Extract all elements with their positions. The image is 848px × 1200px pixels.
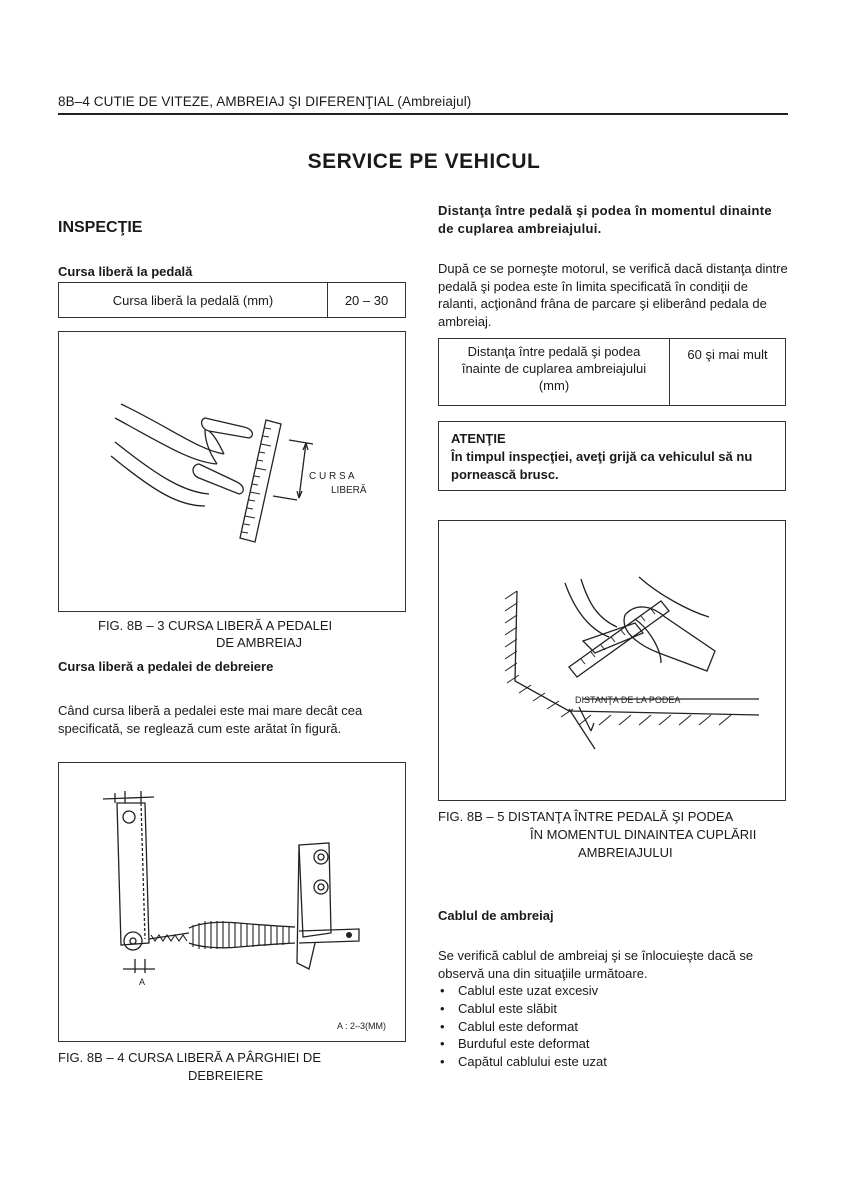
fig4-caption-1: FIG. 8B – 4 CURSA LIBERĂ A PÂRGHIEI DE (58, 1050, 321, 1065)
pedal-floor-distance-illustration (439, 521, 785, 800)
fig5-caption-1: FIG. 8B – 5 DISTANŢA ÎNTRE PEDALĂ ŞI PODEA (438, 809, 734, 824)
distance-spec-value: 60 şi mai mult (670, 339, 786, 406)
fig3-caption-2: DE AMBREIAJ (216, 635, 302, 650)
release-heading: Cursa liberă a pedalei de debreiere (58, 659, 274, 674)
pedal-play-spec-table (58, 282, 406, 318)
floor-distance-label: DISTANŢA DE LA PODEA (575, 695, 681, 705)
page-title: SERVICE PE VEHICUL (307, 150, 541, 173)
dimension-a-label: A (139, 977, 146, 987)
pedal-free-play-illustration (59, 332, 405, 611)
attention-box (438, 421, 786, 491)
attention-title: ATENŢIE (451, 431, 506, 446)
list-item: • Cablul este slăbit (438, 1000, 778, 1018)
free-play-label-1: C U R S A (309, 471, 355, 482)
release-text: Când cursa liberă a pedalei este mai mare decât cea specificată, se reglează cum este arătat în figură. (58, 703, 363, 736)
distance-spec-label-3: (mm) (538, 378, 570, 393)
header-rule (58, 113, 788, 115)
fig4-caption-2: DEBREIERE (188, 1068, 264, 1083)
list-item: • Cablul este deformat (438, 1018, 778, 1036)
figure-8b-5 (438, 520, 786, 801)
attention-text: În timpul inspecţiei, aveţi grijă ca vehiculul să nu pornească brusc. (451, 449, 753, 482)
running-header: 8B–4 CUTIE DE VITEZE, AMBREIAJ ŞI DIFERENŢIAL (Ambreiajul) (58, 94, 472, 109)
fig5-caption-2: ÎN MOMENTUL DINAINTEA CUPLĂRII (530, 827, 757, 842)
cable-heading: Cablul de ambreiaj (438, 908, 554, 923)
spec-value: 20 – 30 (328, 283, 406, 318)
distance-spec-label-2: înainte de cuplarea ambreiajului (461, 361, 647, 376)
distance-spec-label (439, 339, 670, 406)
distance-spec-label-1: Distanţa între pedală şi podea (467, 344, 641, 359)
distance-text: După ce se porneşte motorul, se verifică dacă distanţa dintre pedală şi podea este în limita specificată în condiţii de ralanti, acţionând frâna de parcare şi eliberând pedala de ambreiaj. (438, 261, 788, 329)
list-item: • Burduful este deformat (438, 1035, 778, 1053)
distance-spec-table (438, 338, 786, 406)
fig3-caption-1: FIG. 8B – 3 CURSA LIBERĂ A PEDALEI (98, 618, 333, 633)
pedal-play-heading: Cursa liberă la pedală (58, 264, 193, 279)
dimension-note: A : 2–3(MM) (337, 1021, 387, 1031)
section-heading-inspection: INSPECŢIE (58, 219, 143, 236)
free-play-label-2: LIBERĂ (331, 485, 367, 496)
list-item: • Cablul este uzat excesiv (438, 982, 778, 1000)
figure-8b-4 (58, 762, 406, 1042)
cable-items-list (438, 982, 778, 1071)
spec-label: Cursa liberă la pedală (mm) (59, 283, 328, 318)
figure-8b-3 (58, 331, 406, 612)
list-item: • Capătul cablului este uzat (438, 1053, 778, 1071)
release-lever-illustration (59, 763, 405, 1041)
fig5-caption-3: AMBREIAJULUI (578, 845, 673, 860)
distance-heading: Distanţa între pedală şi podea în momentul dinainte de cuplarea ambreiajului. (438, 203, 772, 236)
cable-text: Se verifică cablul de ambreiaj şi se înlocuieşte dacă se observă una din situaţiile următoare. (438, 948, 754, 981)
